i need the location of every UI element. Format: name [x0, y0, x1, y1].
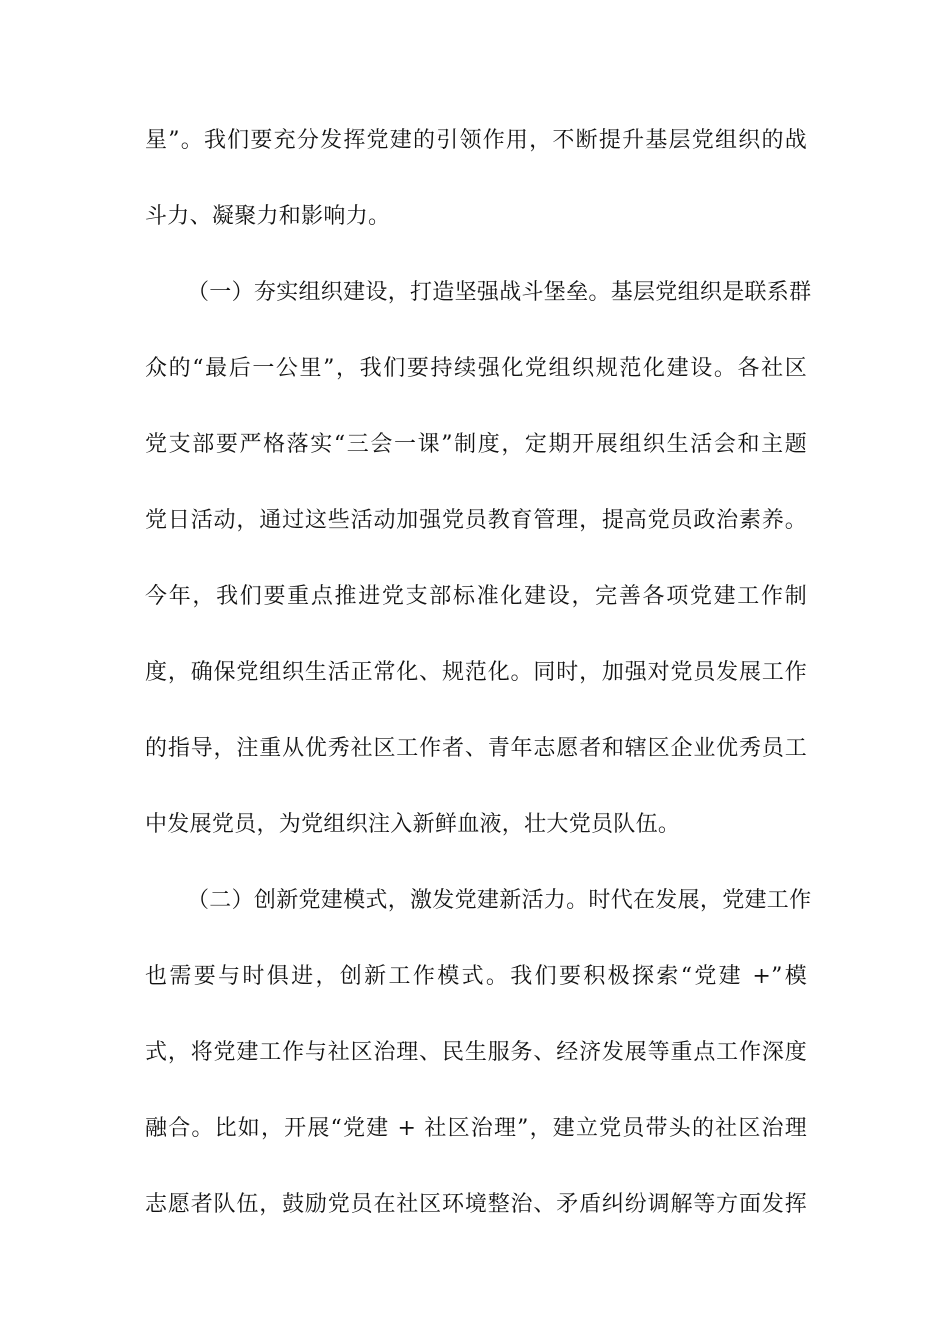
- text-line: 也需要与时俱进，创新工作模式。我们要积极探索“党建 +”模: [145, 964, 807, 989]
- text-line: 党日活动，通过这些活动加强党员教育管理，提高党员政治素养。: [145, 508, 807, 533]
- text-line: 众的“最后一公里”，我们要持续强化党组织规范化建设。各社区: [145, 356, 807, 381]
- paragraph-heading-line: （一）夯实组织建设，打造坚强战斗堡垒。基层党组织是联系群: [187, 280, 812, 305]
- text-line: 志愿者队伍，鼓励党员在社区环境整治、矛盾纠纷调解等方面发挥: [145, 1192, 807, 1217]
- text-line: 中发展党员，为党组织注入新鲜血液，壮大党员队伍。: [145, 812, 681, 837]
- text-line: 融合。比如，开展“党建 + 社区治理”，建立党员带头的社区治理: [145, 1116, 807, 1141]
- text-line: 度，确保党组织生活正常化、规范化。同时，加强对党员发展工作: [145, 660, 807, 685]
- text-line: 今年，我们要重点推进党支部标准化建设，完善各项党建工作制: [145, 584, 807, 609]
- paragraph-heading-line: （二）创新党建模式，激发党建新活力。时代在发展，党建工作: [187, 888, 812, 913]
- text-line: 的指导，注重从优秀社区工作者、青年志愿者和辖区企业优秀员工: [145, 736, 807, 761]
- text-line: 星”。我们要充分发挥党建的引领作用，不断提升基层党组织的战: [145, 128, 807, 153]
- text-line: 式，将党建工作与社区治理、民生服务、经济发展等重点工作深度: [145, 1040, 807, 1065]
- text-line: 斗力、凝聚力和影响力。: [145, 204, 391, 229]
- text-line: 党支部要严格落实“三会一课”制度，定期开展组织生活会和主题: [145, 432, 807, 457]
